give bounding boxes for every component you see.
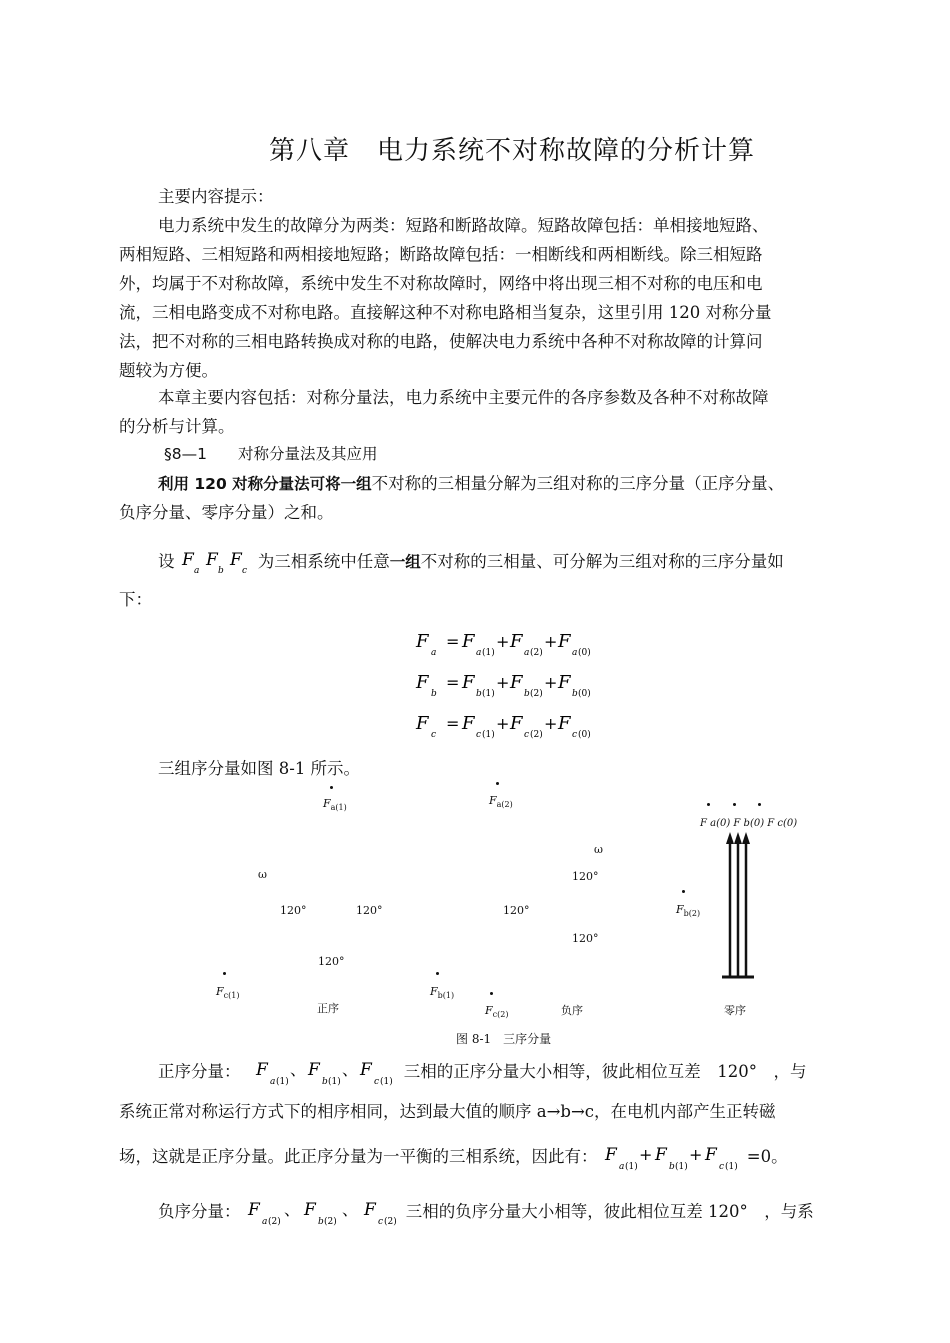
svg-text:a: a — [431, 648, 437, 658]
fb1-dot — [436, 972, 439, 975]
svg-text:(1): (1) — [674, 1161, 688, 1172]
svg-text:F: F — [558, 631, 571, 652]
para1-line6: 题较为方便。 — [119, 361, 218, 380]
fc1-dot — [223, 972, 226, 975]
svg-text:F: F — [247, 1199, 260, 1220]
svg-text:F: F — [307, 1059, 320, 1080]
svg-text:、: 、 — [341, 1059, 358, 1079]
fa2-label: $F_{a(2)}$ — [489, 794, 513, 809]
para1-line1: 电力系统中发生的故障分为两类：短路和断路故障。短路故障包括：单相接地短路、 — [158, 216, 769, 235]
svg-text:F: F — [462, 713, 475, 734]
svg-text:(1): (1) — [275, 1076, 289, 1087]
pos-sum — [603, 1144, 763, 1172]
svg-text:、: 、 — [341, 1199, 358, 1219]
zero-seq-labels: F a(0) F b(0) F c(0) — [700, 818, 798, 829]
omega-neg: ω — [594, 843, 603, 856]
svg-text:(1): (1) — [724, 1161, 738, 1172]
fb1-label: $F_{b(1)}$ — [430, 985, 455, 1000]
svg-text:c: c — [431, 730, 437, 740]
svg-text:(1): (1) — [482, 730, 495, 740]
pos-seq-label: 正序 — [317, 1002, 339, 1015]
svg-text:c: c — [241, 565, 247, 575]
svg-text:F: F — [462, 672, 475, 693]
para3-bold: 利用 120 对称分量法可将一组 — [158, 475, 372, 493]
svg-text:(0): (0) — [578, 689, 591, 699]
decomposition-equations — [410, 625, 630, 745]
fa2-dot — [496, 782, 499, 785]
para1-line3: 外，均属于不对称故障，系统中发生不对称故障时，网络中将出现三相不对称的电压和电 — [119, 274, 763, 293]
svg-text:F: F — [416, 713, 429, 734]
svg-text:b: b — [431, 689, 437, 699]
para2-line1: 本章主要内容包括：对称分量法，电力系统中主要元件的各序参数及各种不对称故障 — [158, 388, 769, 407]
svg-text:b: b — [668, 1161, 675, 1172]
svg-text:c: c — [476, 730, 482, 740]
fb2-dot — [682, 890, 685, 893]
svg-text:+: + — [496, 673, 510, 692]
svg-text:(2): (2) — [383, 1216, 397, 1227]
neg-text1: 负序分量： — [158, 1202, 241, 1221]
svg-text:F: F — [416, 631, 429, 652]
equation-b — [415, 672, 591, 699]
angle-neg-1: 120° — [572, 870, 599, 883]
para4-prefix: 设 — [158, 552, 175, 571]
svg-text:a: a — [261, 1216, 268, 1227]
svg-text:F: F — [416, 672, 429, 693]
fa1-dot — [330, 786, 333, 789]
svg-text:F: F — [359, 1059, 372, 1080]
svg-text:F: F — [654, 1144, 667, 1165]
para4-mid: 为三相系统中任意 — [257, 552, 390, 571]
svg-text:F: F — [303, 1199, 316, 1220]
pos-line2: 系统正常对称运行方式下的相序相同，达到最大值的顺序 a→b→c，在电机内部产生正转磁 — [119, 1102, 776, 1121]
pos-text1: 正序分量： — [158, 1062, 241, 1081]
svg-text:F: F — [604, 1144, 617, 1165]
svg-text:F: F — [255, 1059, 268, 1080]
pos-phasors-svg — [246, 1057, 404, 1087]
angle-pos-1: 120° — [280, 904, 307, 917]
svg-text:F: F — [363, 1199, 376, 1220]
neg-line1 — [158, 1198, 814, 1227]
svg-text:(1): (1) — [482, 648, 495, 658]
pos-eq-end: =0。 — [746, 1147, 788, 1166]
para4-bold: 一组 — [389, 553, 421, 571]
angle-pos-3: 120° — [318, 955, 345, 968]
fb0-dot — [733, 803, 736, 806]
svg-text:F: F — [704, 1144, 717, 1165]
svg-text:b: b — [476, 689, 482, 699]
svg-text:(2): (2) — [530, 689, 543, 699]
pos-text2: 三相的正序分量大小相等，彼此相位互差 120° ，与 — [403, 1062, 807, 1081]
phasor-symbols — [180, 549, 258, 575]
svg-text:c: c — [718, 1161, 724, 1172]
svg-text:F: F — [510, 713, 523, 734]
omega-pos: ω — [258, 868, 267, 881]
svg-text:b: b — [572, 689, 578, 699]
equation-a — [415, 631, 591, 658]
phasor-symbols-svg — [180, 547, 258, 575]
svg-text:c: c — [572, 730, 578, 740]
svg-text:F: F — [181, 549, 194, 570]
pos-text3: 场，这就是正序分量。此正序分量为一平衡的三相系统，因此有： — [119, 1147, 598, 1166]
fa1-label: $F_{a(1)}$ — [323, 797, 347, 812]
fc2-label: $F_{c(2)}$ — [485, 1004, 509, 1019]
svg-text:(2): (2) — [323, 1216, 337, 1227]
svg-text:=: = — [446, 632, 460, 651]
svg-text:a: a — [193, 565, 200, 575]
svg-text:=: = — [446, 714, 460, 733]
fb2-label: $F_{b(2)}$ — [676, 903, 701, 918]
angle-neg-2: 120° — [503, 904, 530, 917]
svg-text:F: F — [558, 672, 571, 693]
para3-line1 — [158, 470, 784, 494]
svg-text:(2): (2) — [530, 648, 543, 658]
intro-label: 主要内容提示： — [158, 187, 274, 206]
pos-line1 — [158, 1058, 807, 1087]
fc1-label: $F_{c(1)}$ — [216, 985, 240, 1000]
svg-text:+: + — [496, 632, 510, 651]
svg-text:F: F — [558, 713, 571, 734]
para3-line2: 负序分量、零序分量）之和。 — [119, 503, 334, 522]
svg-text:(1): (1) — [624, 1161, 638, 1172]
svg-text:+: + — [544, 632, 558, 651]
svg-text:、: 、 — [289, 1059, 306, 1079]
svg-text:(1): (1) — [327, 1076, 341, 1087]
section-heading: §8—1 对称分量法及其应用 — [164, 445, 378, 463]
angle-pos-2: 120° — [356, 904, 383, 917]
fa0-dot — [707, 803, 710, 806]
svg-text:b: b — [217, 565, 224, 575]
svg-text:b: b — [524, 689, 530, 699]
svg-text:(2): (2) — [530, 730, 543, 740]
svg-text:(2): (2) — [267, 1216, 281, 1227]
svg-text:a: a — [618, 1161, 625, 1172]
pos-line3 — [119, 1143, 788, 1172]
svg-text:F: F — [510, 672, 523, 693]
fc0-dot — [758, 803, 761, 806]
svg-text:(0): (0) — [578, 730, 591, 740]
para4-line1 — [158, 548, 784, 573]
equation-c — [415, 713, 591, 740]
svg-text:+: + — [688, 1144, 703, 1164]
svg-text:a: a — [269, 1076, 276, 1087]
para1-line5: 法，把不对称的三相电路转换成对称的电路，使解决电力系统中各种不对称故障的计算问 — [119, 332, 763, 351]
para4-rest: 不对称的三相量、可分解为三组对称的三序分量如 — [420, 552, 784, 571]
para4-line2: 下： — [119, 590, 152, 609]
svg-text:+: + — [544, 673, 558, 692]
neg-phasors-svg — [246, 1197, 406, 1227]
page-title: 第八章 电力系统不对称故障的分析计算 — [268, 136, 755, 166]
svg-text:F: F — [205, 549, 218, 570]
svg-text:a: a — [476, 648, 482, 658]
svg-text:F: F — [510, 631, 523, 652]
svg-text:=: = — [446, 673, 460, 692]
para2-line2: 的分析与计算。 — [119, 417, 235, 436]
figure-caption: 图 8-1 三序分量 — [456, 1032, 552, 1046]
svg-text:F: F — [229, 549, 242, 570]
zero-seq-arrows — [718, 830, 762, 980]
para1-line2: 两相短路、三相短路和两相接地短路；断路故障包括：一相断线和两相断线。除三相短路 — [119, 245, 763, 264]
svg-text:、: 、 — [283, 1199, 300, 1219]
svg-text:c: c — [377, 1216, 383, 1227]
figure-intro: 三组序分量如图 8-1 所示。 — [158, 759, 361, 778]
svg-text:b: b — [321, 1076, 328, 1087]
zero-seq-label: 零序 — [724, 1004, 746, 1017]
svg-text:F: F — [462, 631, 475, 652]
pos-sum-svg — [603, 1142, 763, 1172]
fc2-dot — [490, 992, 493, 995]
svg-text:+: + — [496, 714, 510, 733]
svg-text:c: c — [373, 1076, 379, 1087]
para3-rest: 不对称的三相量分解为三组对称的三序分量（正序分量、 — [371, 474, 785, 493]
pos-phasors — [246, 1059, 404, 1087]
svg-text:(1): (1) — [482, 689, 495, 699]
svg-text:a: a — [572, 648, 578, 658]
neg-phasors — [246, 1199, 406, 1227]
neg-seq-label: 负序 — [561, 1004, 583, 1017]
svg-text:+: + — [638, 1144, 653, 1164]
svg-text:(1): (1) — [379, 1076, 393, 1087]
svg-text:+: + — [544, 714, 558, 733]
neg-text2: 三相的负序分量大小相等，彼此相位互差 120° ，与系 — [405, 1202, 814, 1221]
angle-neg-3: 120° — [572, 932, 599, 945]
svg-text:c: c — [524, 730, 530, 740]
svg-text:a: a — [524, 648, 530, 658]
svg-text:(0): (0) — [578, 648, 591, 658]
svg-text:b: b — [317, 1216, 324, 1227]
para1-line4: 流，三相电路变成不对称电路。直接解这种不对称电路相当复杂，这里引用 120 对称分量 — [119, 303, 772, 322]
